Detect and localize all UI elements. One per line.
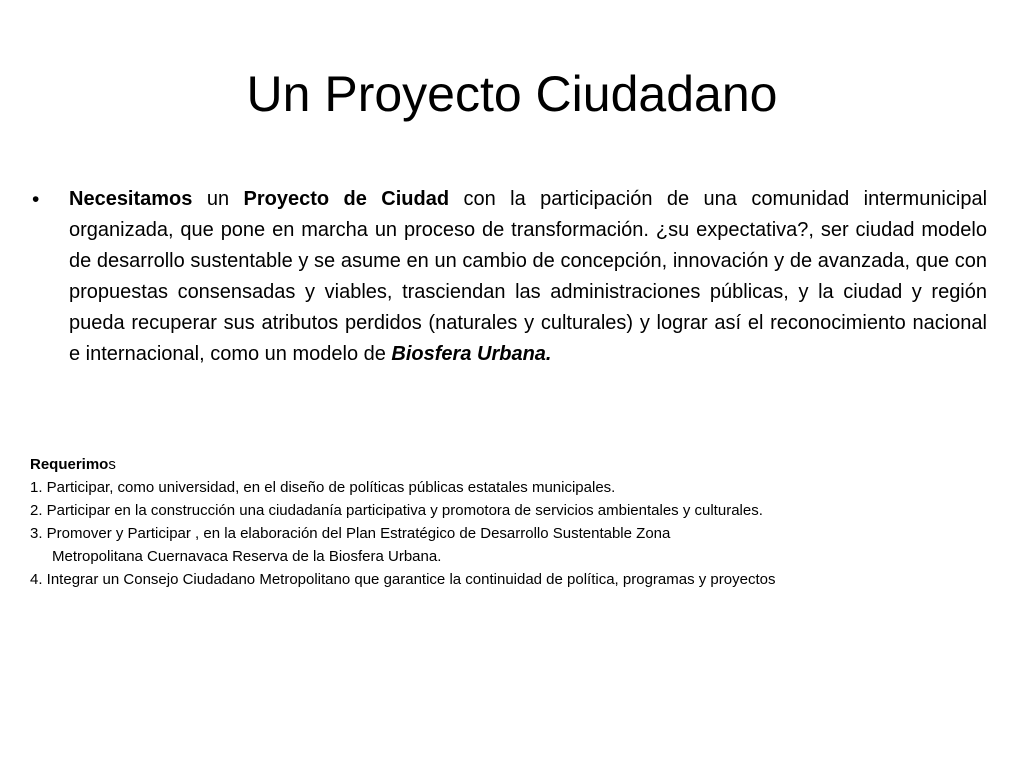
slide-title: Un Proyecto Ciudadano — [246, 66, 778, 122]
text-body: con la participación de una comunidad intermunicipal organizada, que pone en marcha un proceso de transformación. ¿su expectativa?, ser ciudad modelo de desarrollo sustentable y se asume en un cambio de concepción, innovación y de avanzada, que con propuestas consensadas y viables, trasciendan las administraciones públicas, y la ciudad y región pueda recuperar sus atributos perdidos (naturales y culturales) y lograr así el reconocimiento nacional e internacional, como un modelo de — [69, 188, 988, 365]
bullet-text — [69, 184, 987, 370]
text-necesitamos: Necesitamos — [69, 188, 193, 210]
requirement-item-3-continued: Metropolitana Cuernavaca Reserva de la Biosfera Urbana. — [52, 548, 442, 565]
text-proyecto-de-ciudad: Proyecto de Ciudad — [243, 188, 450, 210]
requirements-section — [30, 453, 1000, 591]
requirements-heading-rest: s — [108, 456, 116, 473]
requirements-heading-bold: Requerimo — [30, 456, 109, 473]
bullet-dot-icon: • — [32, 188, 40, 211]
requirement-item-4: 4. Integrar un Consejo Ciudadano Metropolitano que garantice la continuidad de política, programas y proyectos — [30, 571, 776, 588]
requirement-item-3: 3. Promover y Participar , en la elaboración del Plan Estratégico de Desarrollo Sustentable Zona — [30, 525, 671, 542]
requirement-item-1: 1. Participar, como universidad, en el diseño de políticas públicas estatales municipales. — [30, 479, 616, 496]
text-un: un — [192, 188, 244, 210]
bullet-paragraph — [32, 184, 987, 370]
requirements-heading — [30, 453, 1000, 476]
text-biosfera-urbana: Biosfera Urbana. — [391, 343, 552, 365]
requirement-item-2: 2. Participar en la construcción una ciudadanía participativa y promotora de servicios ambientales y culturales. — [30, 502, 763, 519]
